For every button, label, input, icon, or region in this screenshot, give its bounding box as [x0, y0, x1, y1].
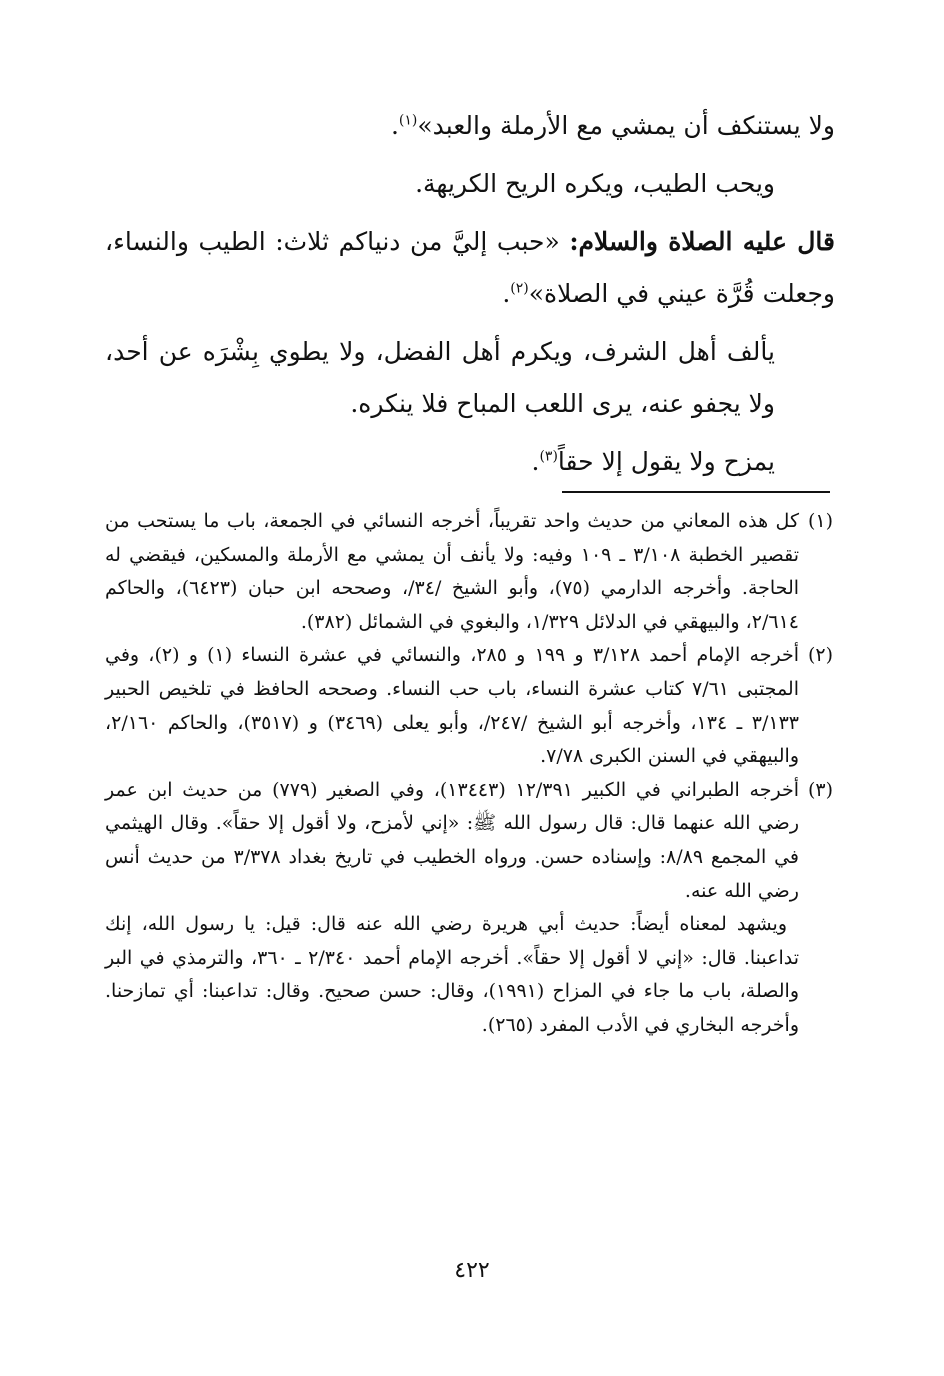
footnote-3-text: أخرجه الطبراني في الكبير ١٢/٣٩١ (١٣٤٤٣)، وفي الصغير (٧٧٩) من حديث ابن عمر رضي الله عنهما قال: قال رسول الله ﷺ: «إني لأمزح، ولا أقول إلا حقاً». وقال الهيثمي في المجمع ٨/٨٩: وإسناده حسن. ورواه الخطيب في تاريخ بغداد ٣/٣٧٨ من حديث أنس رضي الله عنه.: [105, 778, 799, 902]
paragraph-5-text: يمزح ولا يقول إلا حقاً: [557, 447, 775, 476]
footnote-3-continuation: ويشهد لمعناه أيضاً: حديث أبي هريرة رضي الله عنه قال: قيل: يا رسول الله، إنك تداعبنا. قال: «إني لا أقول إلا حقاً». أخرجه الإمام أحمد ٢/٣٤٠ ـ ٣٦٠، والترمذي في البر والصلة، باب ما جاء في المزاح (١٩٩١)، وقال: حسن صحيح. وقال: تداعبنا: أي تمازحنا. وأخرجه البخاري في الأدب المفرد (٢٦٥).: [105, 913, 800, 1036]
page-number: ٤٢٢: [454, 1258, 490, 1283]
footnote-ref-3[interactable]: (٣): [539, 448, 558, 465]
paragraph-4: يألف أهل الشرف، ويكرم أهل الفضل، ولا يطوي بِشْرَه عن أحد، ولا يجفو عنه، يرى اللعب المباح فلا ينكره.: [105, 337, 775, 418]
footnote-ref-1[interactable]: (١): [398, 112, 418, 129]
paragraph-5-end: .: [531, 447, 540, 476]
footnote-separator: [562, 491, 830, 493]
paragraph-3-end: .: [502, 279, 511, 308]
footnote-1: [105, 505, 833, 639]
footnote-2: [105, 639, 833, 773]
paragraph-1-end: .: [390, 111, 399, 140]
footnote-1-text: كل هذه المعاني من حديث واحد تقريباً، أخرجه النسائي في الجمعة، باب ما يستحب من تقصير الخطبة ٣/١٠٨ ـ ١٠٩ وفيه: ولا يأنف أن يمشي مع الأرملة والمسكين، فيقضي له الحاجة. وأخرجه الدارمي (٧٥)، وأبو الشيخ /٣٤/، وصححه ابن حبان (٦٤٢٣)، والحاكم ٢/٦١٤، والبيهقي في الدلائل ١/٣٢٩، والبغوي في الشمائل (٣٨٢).: [105, 510, 800, 633]
main-text: [105, 100, 835, 494]
paragraph-1: [105, 100, 835, 152]
paragraph-2: ويحب الطيب، ويكره الريح الكريهة.: [415, 169, 775, 198]
footnote-2-text: أخرجه الإمام أحمد ٣/١٢٨ و ١٩٩ و ٢٨٥، والنسائي في عشرة النساء (١) و (٢)، وفي المجتبى ٧/٦١ كتاب عشرة النساء، باب حب النساء. وصححه الحافظ في تلخيص الحبير ٣/١٣٣ ـ ١٣٤، وأخرجه أبو الشيخ /٢٤٧/، وأبو يعلى (٣٤٦٩) و (٣٥١٧)، والحاكم ٢/١٦٠، والبيهقي في السنن الكبرى ٧/٧٨.: [105, 644, 799, 768]
paragraph-3: [105, 216, 835, 320]
footnotes: [105, 505, 833, 1043]
paragraph-3-lead: قال عليه الصلاة والسلام:: [569, 227, 835, 256]
footnote-3-number: (٣): [807, 778, 833, 801]
footnote-2-number: (٢): [807, 644, 833, 667]
paragraph-1-text: ولا يستنكف أن يمشي مع الأرملة والعبد»: [417, 111, 835, 140]
footnote-ref-2[interactable]: (٢): [510, 280, 529, 297]
paragraph-3-text: «حبب إليَّ من دنياكم ثلاث: الطيب والنساء، وجعلت قُرَّة عيني في الصلاة»: [105, 227, 835, 308]
paragraph-5: [105, 436, 835, 488]
footnote-1-number: (١): [807, 510, 833, 532]
footnote-3: [105, 774, 833, 908]
